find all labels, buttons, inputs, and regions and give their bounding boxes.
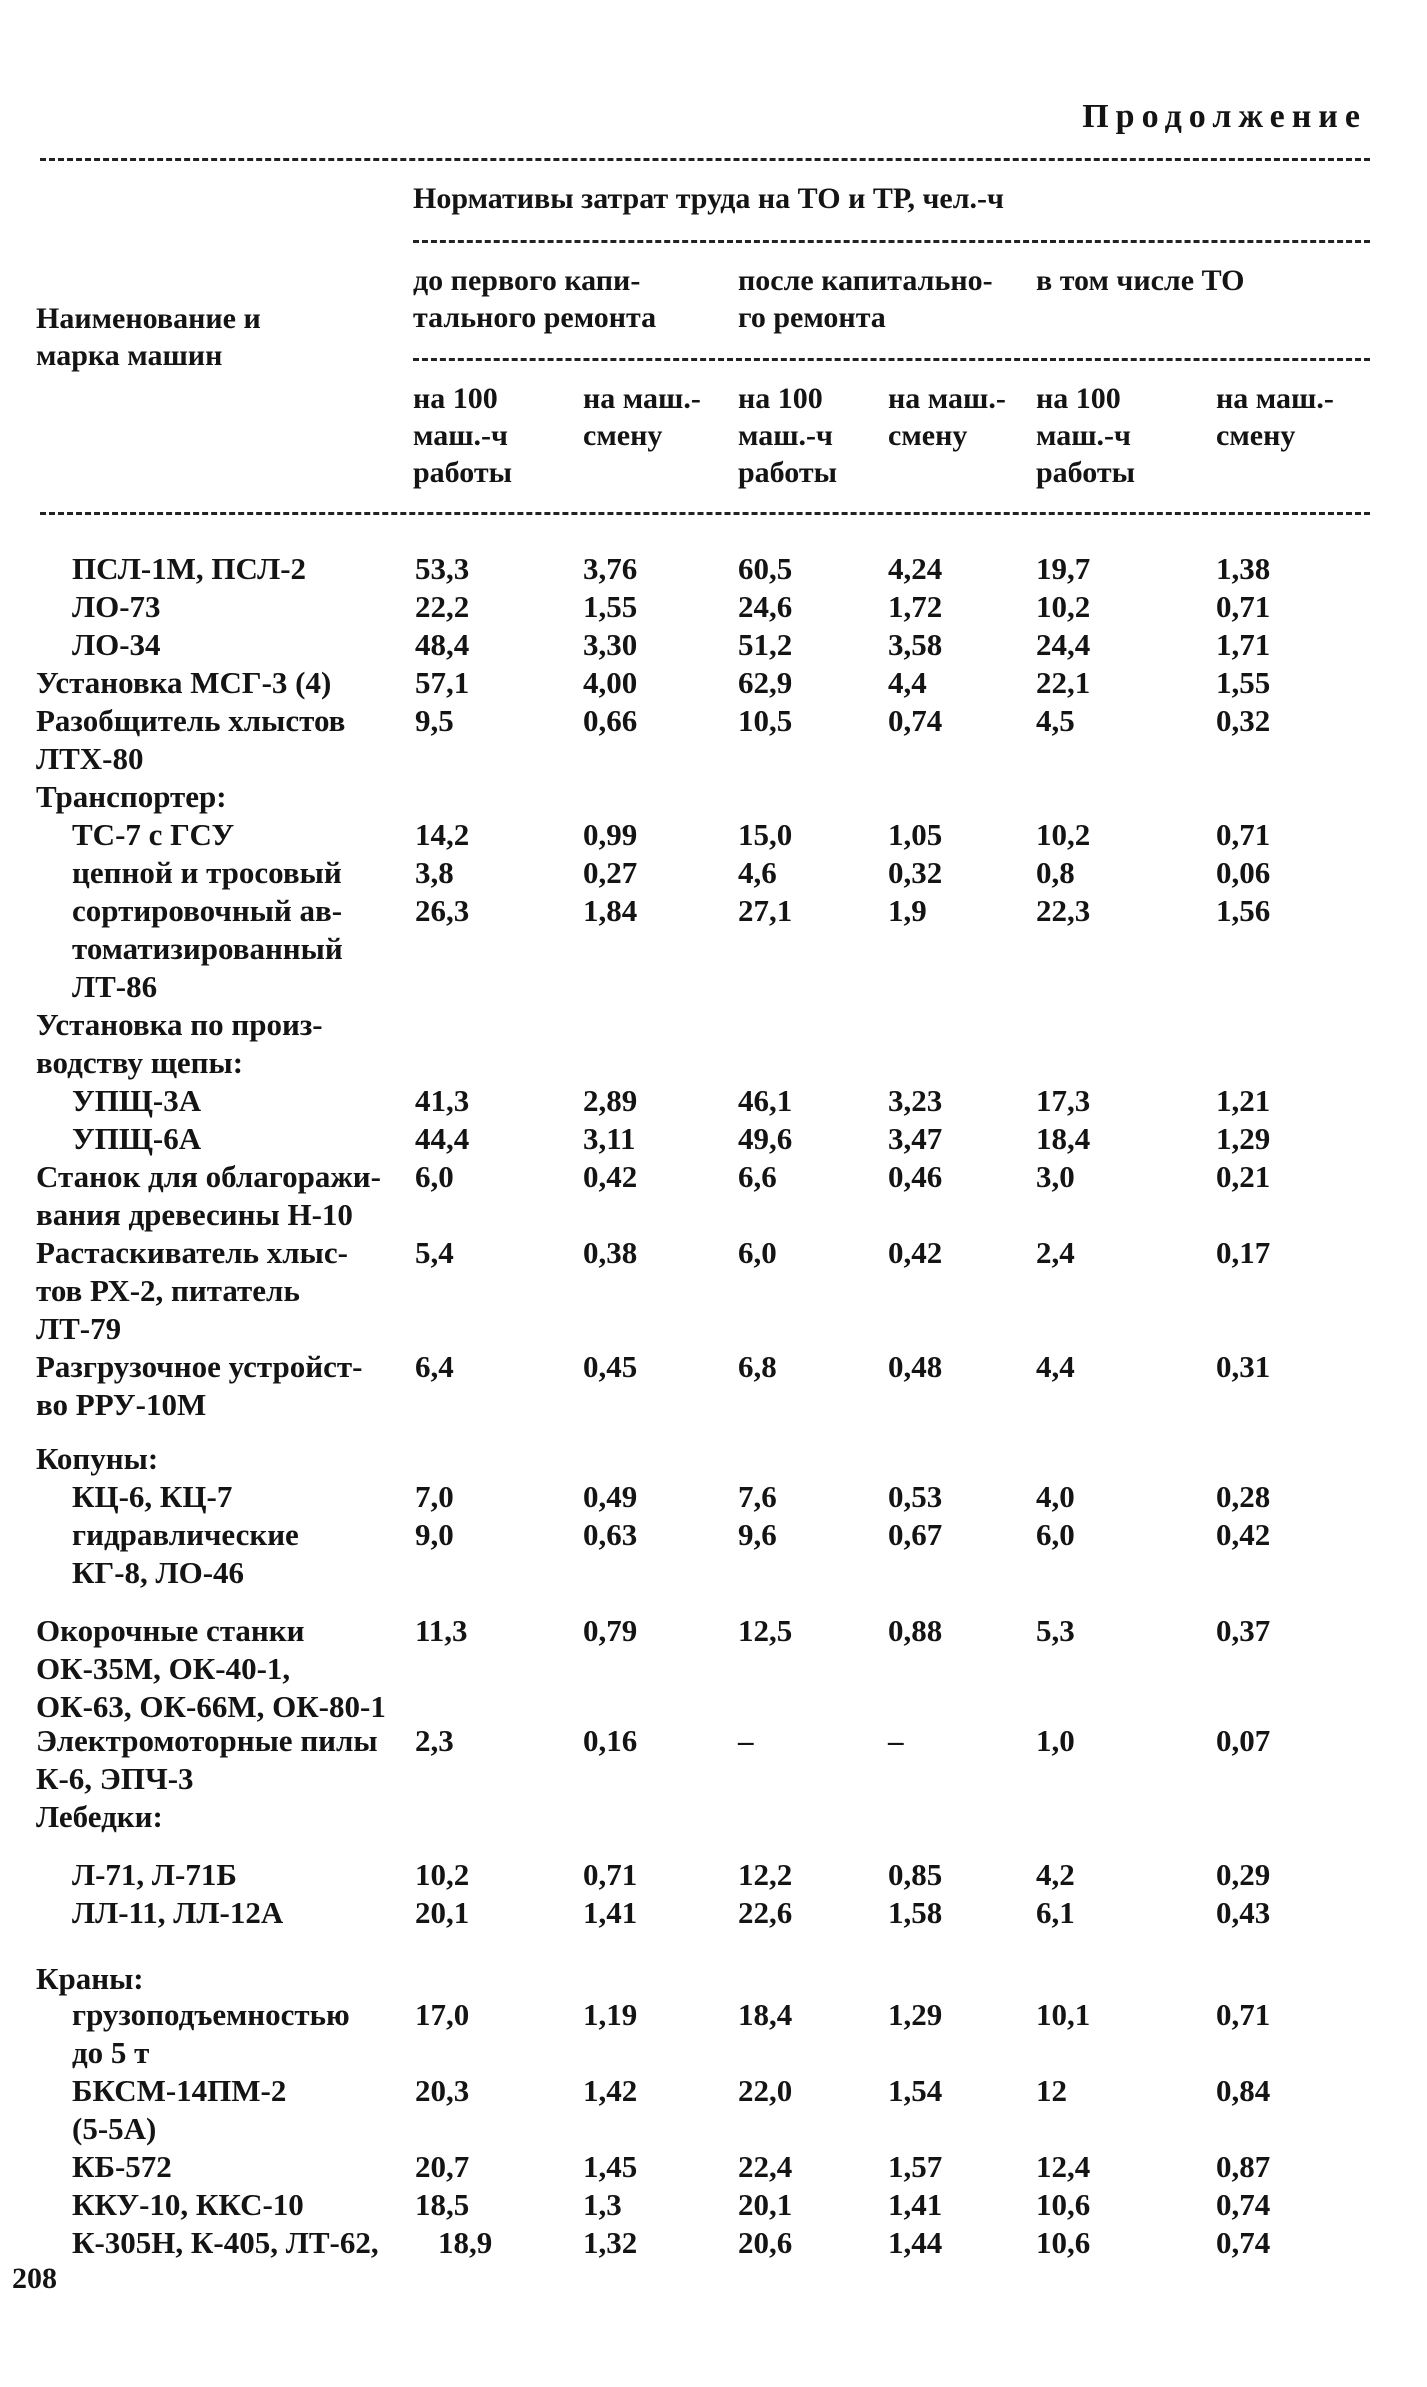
cell-value: 0,21 [1216,1159,1271,1194]
cell-value: 0,67 [888,1517,943,1552]
cell-value: 0,28 [1216,1479,1271,1514]
cell-value: 0,37 [1216,1613,1271,1648]
cell-value: 1,72 [888,589,943,624]
cell-value: 1,21 [1216,1083,1271,1118]
cell-value: 7,6 [738,1479,777,1514]
cell-value: 10,6 [1036,2225,1091,2260]
cell-value: 1,29 [1216,1121,1271,1156]
row-name: ККУ-10, ККС-10 [72,2187,304,2222]
row-name: Краны: [36,1961,144,1996]
cell-value: 0,71 [1216,589,1271,624]
cell-value: 0,48 [888,1349,943,1384]
cell-value: 5,4 [415,1235,454,1270]
cell-value: 1,0 [1036,1723,1075,1758]
row-name: Установка МСГ-3 (4) [36,665,332,700]
header-bottom-rule [40,512,1370,515]
cell-value: 19,7 [1036,551,1091,586]
cell-value: 1,54 [888,2073,943,2108]
cell-value: 0,84 [1216,2073,1271,2108]
header-col1: на 100 маш.-ч работы [413,382,513,489]
row-name: ТС-7 с ГСУ [72,817,235,852]
cell-value: 6,0 [738,1235,777,1270]
cell-value: 6,6 [738,1159,777,1194]
cell-value: 10,6 [1036,2187,1091,2222]
row-name: Установка по произ- водству щепы: [36,1007,323,1080]
cell-value: 3,76 [583,551,638,586]
cell-value: 3,58 [888,627,943,662]
cell-value: 22,1 [1036,665,1091,700]
cell-value: 2,3 [415,1723,454,1758]
row-name: Разгрузочное устройст- во РРУ-10М [36,1349,363,1422]
cell-value: 1,45 [583,2149,638,2184]
continuation-label: Продолжение [1082,98,1367,135]
cell-value: 20,1 [738,2187,793,2222]
row-name: ПСЛ-1М, ПСЛ-2 [72,551,307,586]
cell-value: 0,42 [888,1235,943,1270]
header-col5: на 100 маш.-ч работы [1036,382,1136,489]
cell-value: 1,71 [1216,627,1271,662]
cell-value: 27,1 [738,893,793,928]
cell-value: 0,71 [583,1857,638,1892]
row-name: Станок для облагоражи- вания древесины Н-10 [36,1159,381,1232]
cell-value: 1,3 [583,2187,622,2222]
cell-value: 3,8 [415,855,454,890]
cell-value: 22,6 [738,1895,793,1930]
cell-value: 6,4 [415,1349,454,1384]
cell-value: 0,17 [1216,1235,1271,1270]
row-name: КЦ-6, КЦ-7 [72,1479,233,1514]
cell-value: 0,74 [1216,2187,1271,2222]
cell-value: 0,88 [888,1613,943,1648]
cell-value: 4,4 [888,665,927,700]
cell-value: 0,42 [1216,1517,1271,1552]
cell-value: 57,1 [415,665,470,700]
cell-value: 51,2 [738,627,793,662]
page-number: 208 [12,2262,57,2295]
row-name: УПЩ-3А [72,1083,202,1118]
cell-value: 2,4 [1036,1235,1075,1270]
row-name: Транспортер: [36,779,227,814]
cell-value: 1,41 [888,2187,943,2222]
row-name: Л-71, Л-71Б [72,1857,237,1892]
cell-value: 1,9 [888,893,927,928]
cell-value: 62,9 [738,665,793,700]
cell-value: 1,29 [888,1997,943,2032]
cell-value: 4,0 [1036,1479,1075,1514]
cell-value: 2,89 [583,1083,638,1118]
cell-value: 11,3 [415,1613,468,1648]
cell-value: 0,16 [583,1723,638,1758]
cell-value: 3,30 [583,627,638,662]
cell-value: 6,0 [1036,1517,1075,1552]
cell-value: 0,38 [583,1235,638,1270]
table-top-rule [40,158,1370,161]
cell-value: 0,07 [1216,1723,1271,1758]
cell-value: 22,4 [738,2149,793,2184]
cell-value: 0,8 [1036,855,1075,890]
row-name: ЛЛ-11, ЛЛ-12А [72,1895,284,1930]
row-name: Окорочные станки ОК-35М, ОК-40-1, ОК-63, ОК-66М, ОК-80-1 [36,1613,386,1724]
cell-value: 1,42 [583,2073,638,2108]
row-name: КБ-572 [72,2149,172,2184]
cell-value: 4,6 [738,855,777,890]
row-name: грузоподъемностью до 5 т [72,1997,350,2070]
cell-value: 15,0 [738,817,793,852]
cell-value: 10,1 [1036,1997,1091,2032]
row-name: цепной и тросовый [72,855,342,890]
header-sub3: в том числе ТО [1036,264,1245,297]
cell-value: 0,71 [1216,817,1271,852]
cell-value: 0,85 [888,1857,943,1892]
cell-value: 0,45 [583,1349,638,1384]
header-col6: на маш.- смену [1216,382,1334,452]
cell-value: 0,31 [1216,1349,1271,1384]
cell-value: 4,4 [1036,1349,1075,1384]
cell-value: 14,2 [415,817,470,852]
header-sub1: до первого капи- тального ремонта [413,264,657,334]
row-name: Копуны: [36,1441,159,1476]
cell-value: – [888,1723,904,1758]
cell-value: 1,55 [1216,665,1271,700]
cell-value: 1,05 [888,817,943,852]
cell-value: 9,6 [738,1517,777,1552]
cell-value: 0,06 [1216,855,1271,890]
cell-value: 4,00 [583,665,638,700]
cell-value: 41,3 [415,1083,470,1118]
cell-value: 0,66 [583,703,638,738]
cell-value: 3,0 [1036,1159,1075,1194]
cell-value: 0,32 [888,855,943,890]
row-name: БКСМ-14ПМ-2 (5-5А) [72,2073,287,2146]
row-name: ЛО-34 [72,627,161,662]
cell-value: 22,0 [738,2073,793,2108]
cell-value: 3,11 [583,1121,636,1156]
row-name: Лебедки: [36,1799,163,1834]
cell-value: 44,4 [415,1121,470,1156]
cell-value: 12,4 [1036,2149,1091,2184]
cell-value: 0,27 [583,855,638,890]
cell-value: – [738,1723,754,1758]
header-rule-2 [413,358,1370,361]
cell-value: 0,87 [1216,2149,1271,2184]
cell-value: 49,6 [738,1121,793,1156]
cell-value: 1,44 [888,2225,943,2260]
header-rule-1 [413,240,1370,243]
cell-value: 12,2 [738,1857,793,1892]
cell-value: 10,2 [1036,589,1091,624]
cell-value: 22,3 [1036,893,1091,928]
cell-value: 1,58 [888,1895,943,1930]
cell-value: 0,63 [583,1517,638,1552]
cell-value: 0,53 [888,1479,943,1514]
cell-value: 0,43 [1216,1895,1271,1930]
cell-value: 46,1 [738,1083,793,1118]
cell-value: 4,2 [1036,1857,1075,1892]
cell-value: 10,2 [1036,817,1091,852]
cell-value: 60,5 [738,551,793,586]
header-sub2: после капитально- го ремонта [738,264,993,334]
cell-value: 20,6 [738,2225,793,2260]
cell-value: 1,32 [583,2225,638,2260]
cell-value: 0,74 [888,703,943,738]
row-name: УПЩ-6А [72,1121,202,1156]
cell-value: 4,5 [1036,703,1075,738]
cell-value: 1,84 [583,893,638,928]
cell-value: 0,49 [583,1479,638,1514]
cell-value: 24,4 [1036,627,1091,662]
cell-value: 18,5 [415,2187,470,2222]
cell-value: 18,4 [1036,1121,1091,1156]
header-group: Нормативы затрат труда на ТО и ТР, чел.-ч [413,182,1004,215]
cell-value: 0,32 [1216,703,1271,738]
cell-value: 10,2 [415,1857,470,1892]
cell-value: 1,57 [888,2149,943,2184]
cell-value: 20,3 [415,2073,470,2108]
cell-value: 0,79 [583,1613,638,1648]
cell-value: 0,74 [1216,2225,1271,2260]
cell-value: 9,0 [415,1517,454,1552]
cell-value: 3,47 [888,1121,943,1156]
header-col3: на 100 маш.-ч работы [738,382,838,489]
cell-value: 4,24 [888,551,943,586]
row-name: сортировочный ав- томатизированный ЛТ-86 [72,893,343,1004]
header-col4: на маш.- смену [888,382,1006,452]
cell-value: 7,0 [415,1479,454,1514]
cell-value: 1,38 [1216,551,1271,586]
cell-value: 26,3 [415,893,470,928]
row-name: ЛО-73 [72,589,161,624]
cell-value: 17,0 [415,1997,470,2032]
cell-value: 1,19 [583,1997,638,2032]
cell-value: 6,8 [738,1349,777,1384]
cell-value: 3,23 [888,1083,943,1118]
cell-value: 0,42 [583,1159,638,1194]
cell-value: 22,2 [415,589,470,624]
cell-value: 6,0 [415,1159,454,1194]
row-name: гидравлические КГ-8, ЛО-46 [72,1517,299,1590]
row-name: Растаскиватель хлыс- тов РХ-2, питатель ЛТ-79 [36,1235,348,1346]
cell-value: 18,9 [438,2225,493,2260]
cell-value: 12,5 [738,1613,793,1648]
row-name: Электромоторные пилы К-6, ЭПЧ-3 [36,1723,378,1796]
cell-value: 1,56 [1216,893,1271,928]
cell-value: 0,29 [1216,1857,1271,1892]
cell-value: 5,3 [1036,1613,1075,1648]
row-name: Разобщитель хлыстов ЛТХ-80 [36,703,346,776]
cell-value: 6,1 [1036,1895,1075,1930]
cell-value: 53,3 [415,551,470,586]
header-name-column: Наименование и марка машин [36,302,261,372]
cell-value: 48,4 [415,627,470,662]
row-name: К-305Н, К-405, ЛТ-62, [72,2225,379,2260]
cell-value: 24,6 [738,589,793,624]
cell-value: 1,41 [583,1895,638,1930]
cell-value: 20,7 [415,2149,470,2184]
cell-value: 0,99 [583,817,638,852]
cell-value: 1,55 [583,589,638,624]
header-col2: на маш.- смену [583,382,701,452]
cell-value: 18,4 [738,1997,793,2032]
cell-value: 0,46 [888,1159,943,1194]
cell-value: 9,5 [415,703,454,738]
cell-value: 12 [1036,2073,1067,2108]
cell-value: 0,71 [1216,1997,1271,2032]
cell-value: 17,3 [1036,1083,1091,1118]
cell-value: 20,1 [415,1895,470,1930]
cell-value: 10,5 [738,703,793,738]
